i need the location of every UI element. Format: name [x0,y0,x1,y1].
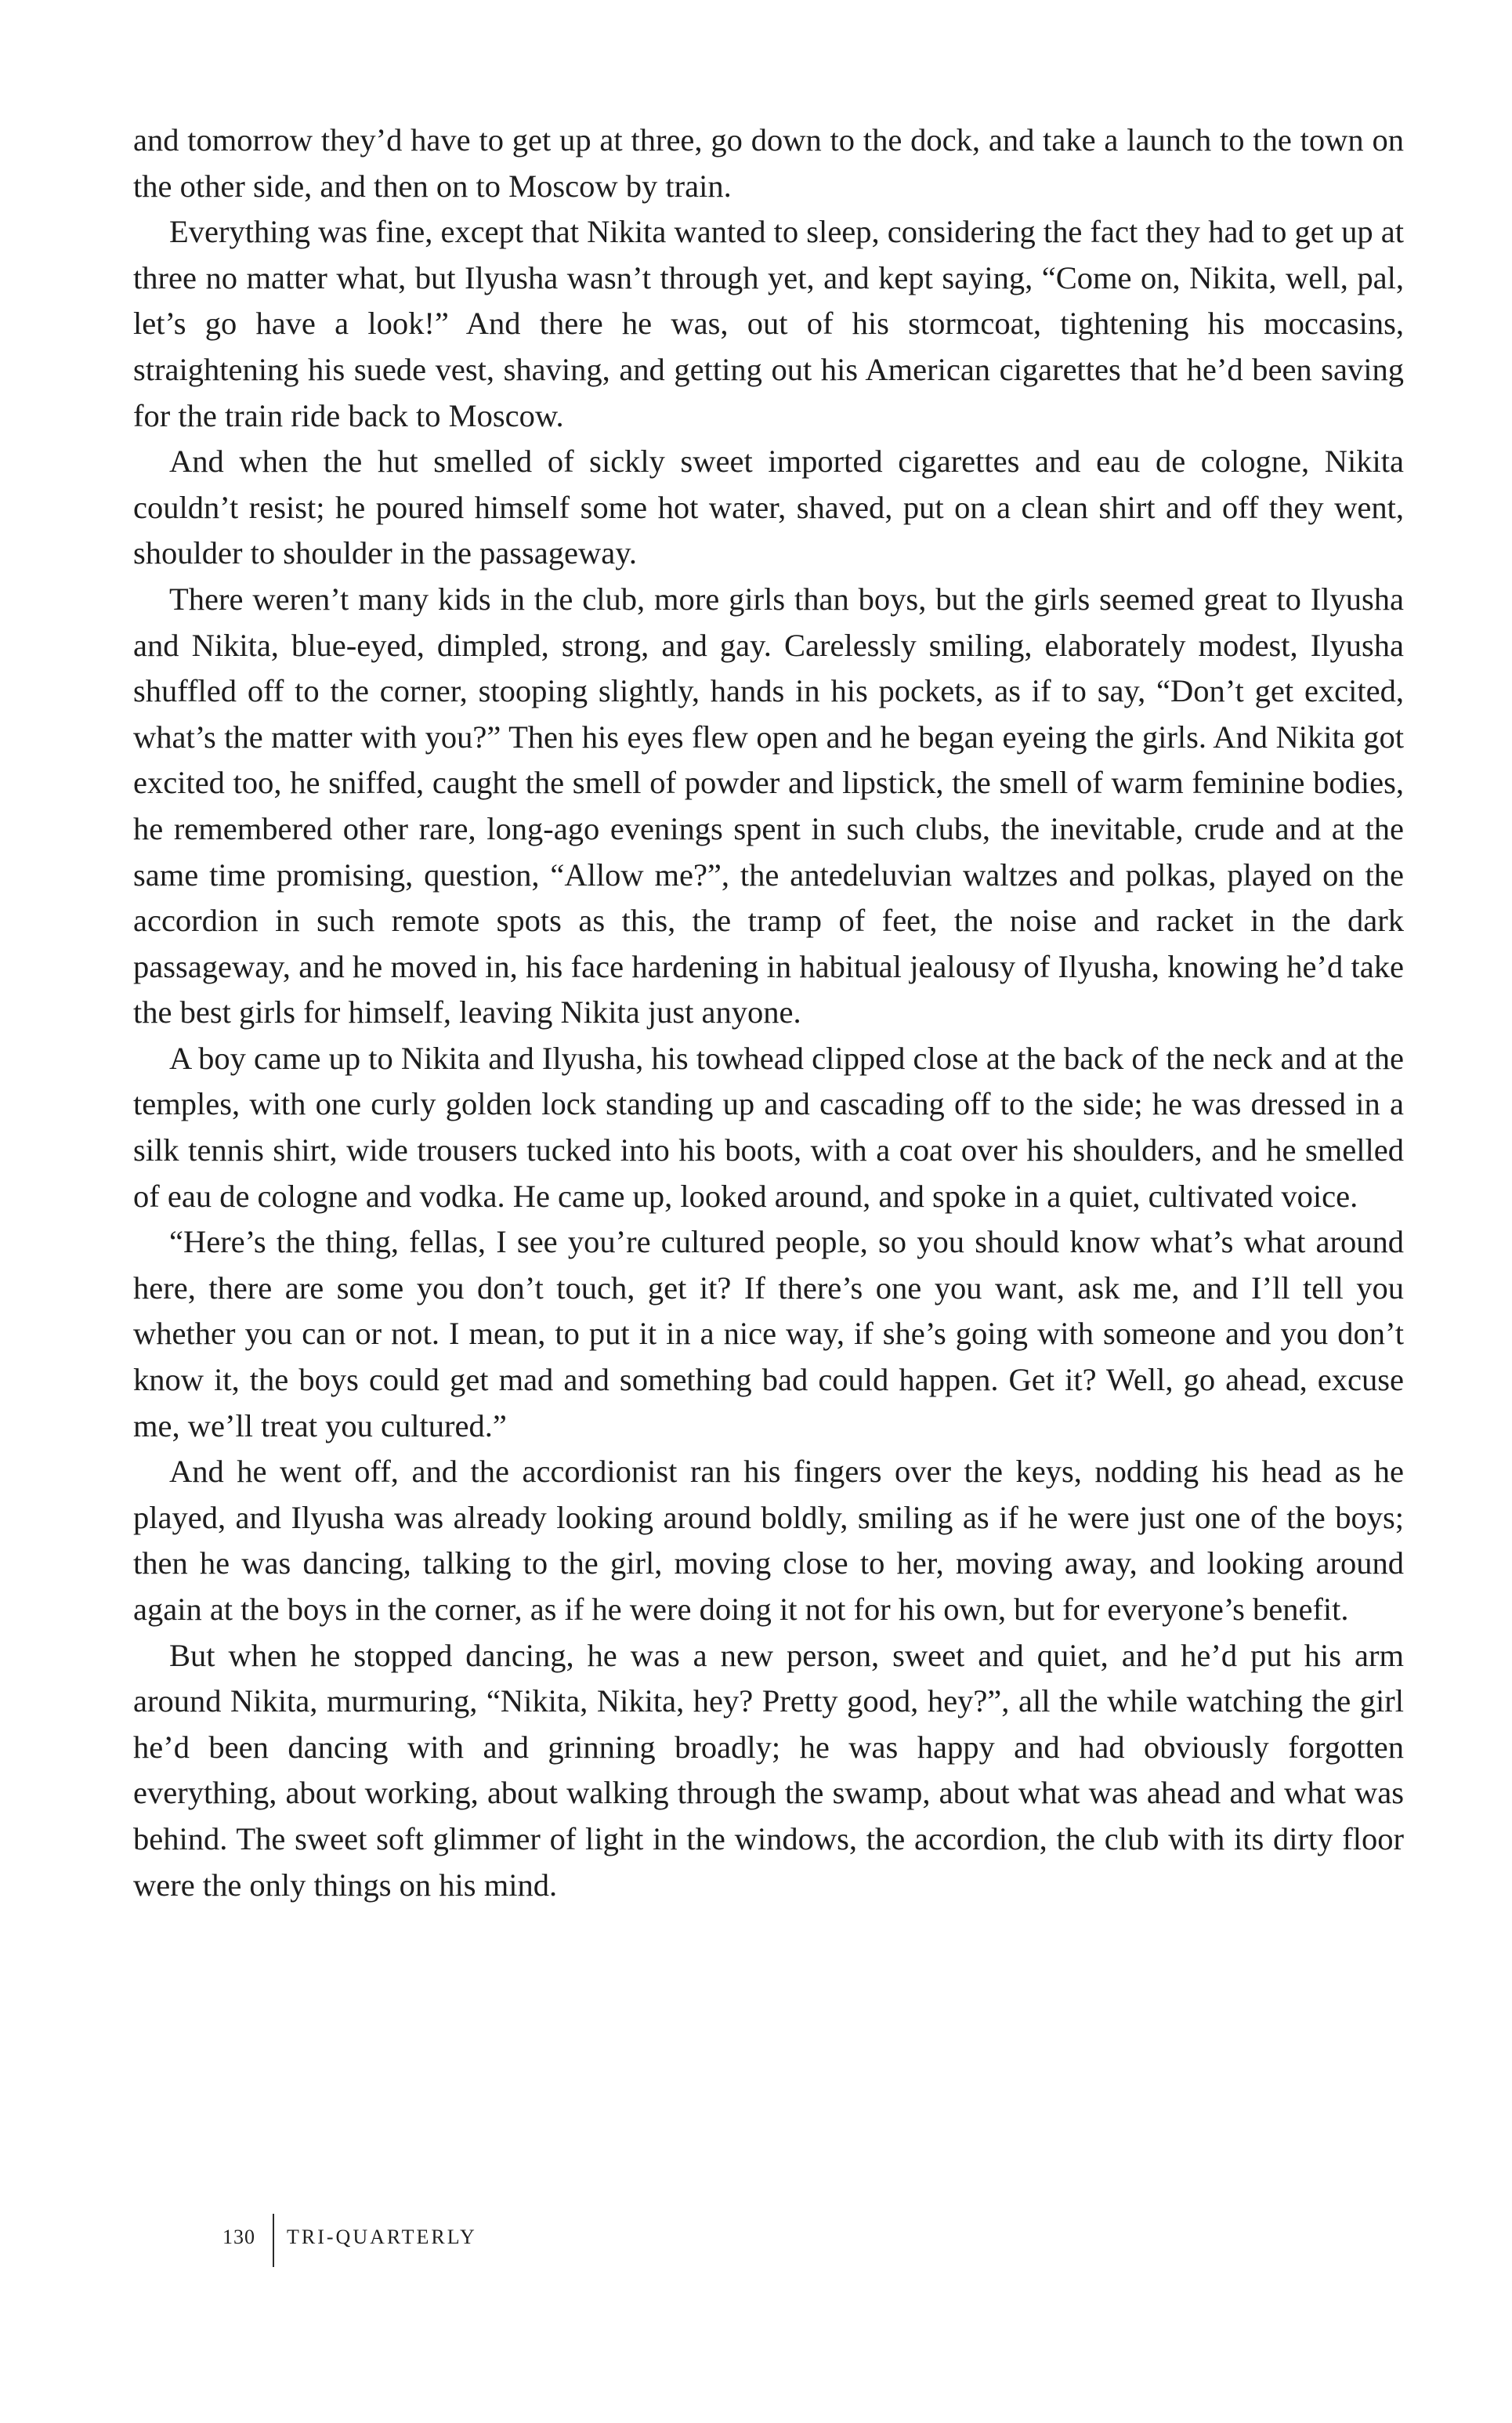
paragraph: There weren’t many kids in the club, more girls than boys, but the girls seemed great to Ilyusha and Nikita, blue-eyed, dimpled, strong, and gay. Carelessly smiling, elaborately modest, Ilyusha shuffled off to the corner, stooping slightly, hands in his pockets, as if to say, “Don’t get excited, what’s the matter with you?” Then his eyes flew open and he began eyeing the girls. And Nikita got excited too, he sniffed, caught the smell of powder and lipstick, the smell of warm feminine bodies, he remembered other rare, long-ago evenings spent in such clubs, the inevitable, crude and at the same time promising, question, “Allow me?”, the antedeluvian waltzes and polkas, played on the accordion in such remote spots as this, the tramp of feet, the noise and racket in the dark passageway, and he moved in, his face hardening in habitual jealousy of Ilyusha, knowing he’d take the best girls for himself, leaving Nikita just anyone. [133,581,1404,1030]
paragraph: But when he stopped dancing, he was a new person, sweet and quiet, and he’d put his arm around Nikita, murmuring, “Nikita, Nikita, hey? Pretty good, hey?”, all the while watching the girl he’d been dancing with and grinning broadly; he was happy and had obviously forgotten everything, about working, about walking through the swamp, about what was ahead and what was behind. The sweet soft glimmer of light in the windows, the accordion, the club with its dirty floor were the only things on his mind. [133,1637,1404,1903]
paragraph-continued: and tomorrow they’d have to get up at three, go down to the dock, and take a launch to the town on the other side, and then on to Moscow by train. [133,122,1404,204]
page-number: 130 [222,2226,255,2248]
paragraph: And he went off, and the accordionist ran his fingers over the keys, nodding his head as he played, and Ilyusha was already looking around boldly, smiling as if he were just one of the boys; then he was dancing, talking to the girl, moving close to her, moving away, and looking around again at the boys in the corner, as if he were doing it not for his own, but for everyone’s benefit. [133,1454,1404,1627]
body-text [133,118,1404,1908]
paragraph: A boy came up to Nikita and Ilyusha, his towhead clipped close at the back of the neck and at the temples, with one curly golden lock standing up and cascading off to the side; he was dressed in a silk tennis shirt, wide trousers tucked into his boots, with a coat over his shoulders, and he smelled of eau de cologne and vodka. He came up, looked around, and spoke in a quiet, cultivated voice. [133,1040,1404,1214]
paragraph: Everything was fine, except that Nikita wanted to sleep, considering the fact they had to get up at three no matter what, but Ilyusha wasn’t through yet, and kept saying, “Come on, Nikita, well, pal, let’s go have a look!” And there he was, out of his stormcoat, tightening his moccasins, straightening his suede vest, shaving, and getting out his American cigarettes that he’d been saving for the train ride back to Moscow. [133,214,1404,433]
footer-divider [273,2214,274,2267]
paragraph: And when the hut smelled of sickly sweet imported cigarettes and eau de cologne, Nikita couldn’t resist; he poured himself some hot water, shaved, put on a clean shirt and off they went, shoulder to shoulder in the passageway. [133,444,1404,571]
paragraph: “Here’s the thing, fellas, I see you’re cultured people, so you should know what’s what around here, there are some you don’t touch, get it? If there’s one you want, ask me, and I’ll tell you whether you can or not. I mean, to put it in a nice way, if she’s going with someone and you don’t know it, the boys could get mad and something bad could happen. Get it? Well, go ahead, excuse me, we’ll treat you cultured.” [133,1224,1404,1443]
journal-name: TRI-QUARTERLY [287,2226,477,2248]
